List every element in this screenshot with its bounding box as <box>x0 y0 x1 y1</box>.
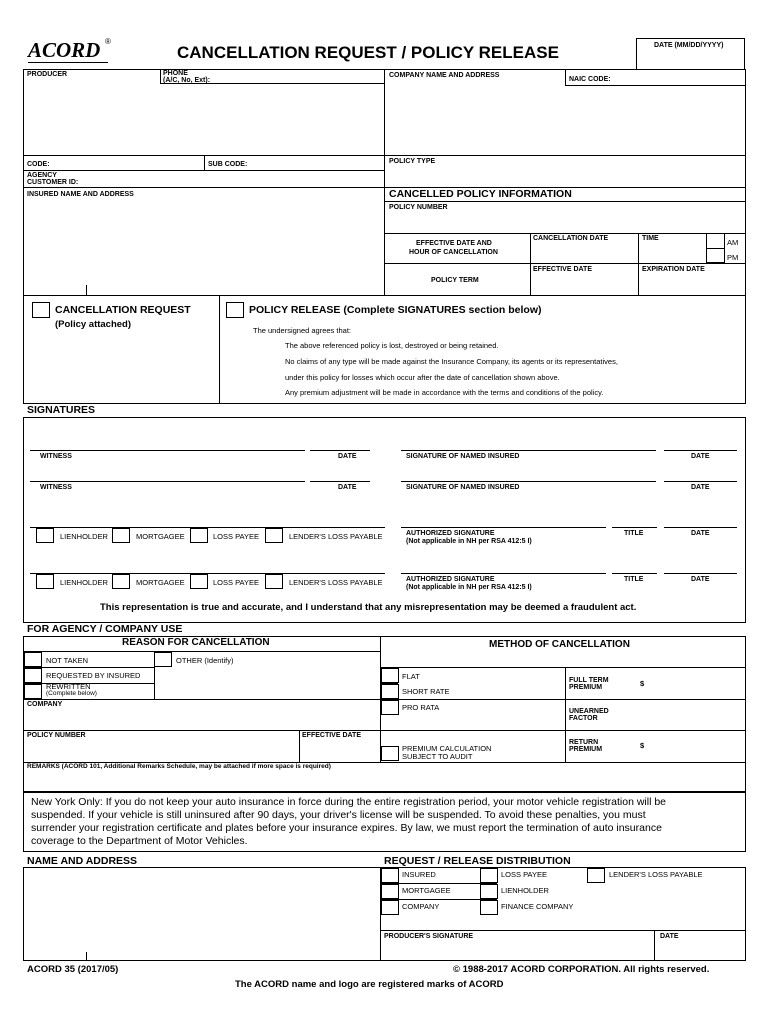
flat-label: FLAT <box>402 672 420 681</box>
phone-label: PHONE <box>163 70 188 77</box>
premium-calc-label-2: SUBJECT TO AUDIT <box>402 752 473 761</box>
new-york-line-4: coverage to the Department of Motor Vehicles. <box>31 835 248 847</box>
lenders-loss-payable-checkbox-1[interactable] <box>265 528 283 543</box>
form-title: CANCELLATION REQUEST / POLICY RELEASE <box>177 43 559 62</box>
company-label: COMPANY NAME AND ADDRESS <box>389 72 500 79</box>
cancellation-request-checkbox[interactable] <box>32 302 50 318</box>
policy-type-label: POLICY TYPE <box>389 158 436 165</box>
premium-calc-checkbox[interactable] <box>381 746 399 761</box>
named-insured-label-2: SIGNATURE OF NAMED INSURED <box>406 484 520 491</box>
title-label-1: TITLE <box>624 530 644 537</box>
insured-label: INSURED <box>402 870 436 879</box>
authorized-signature-sub-2: (Not applicable in NH per RSA 412:5 I) <box>406 584 532 591</box>
other-checkbox[interactable] <box>154 652 172 667</box>
witness-date-label-1: DATE <box>338 453 357 460</box>
company-dist-label: COMPANY <box>402 902 440 911</box>
expiration-date-label: EXPIRATION DATE <box>642 266 705 273</box>
company-dist-checkbox[interactable] <box>381 900 399 915</box>
finance-dist-checkbox[interactable] <box>480 900 498 915</box>
short-rate-checkbox[interactable] <box>381 684 399 699</box>
naic-label: NAIC CODE: <box>569 76 611 83</box>
full-term-dollar: $ <box>640 679 645 688</box>
lienholder-checkbox-2[interactable] <box>36 574 54 589</box>
time-label: TIME <box>642 235 659 242</box>
loss-payee-dist-checkbox[interactable] <box>480 868 498 883</box>
pro-rata-label: PRO RATA <box>402 703 440 712</box>
requested-label: REQUESTED BY INSURED <box>46 671 141 680</box>
lienholder-dist-label: LIENHOLDER <box>501 886 549 895</box>
agree-line-4: Any premium adjustment will be made in accordance with the terms and conditions of the policy. <box>285 388 604 397</box>
mortgagee-label-2: MORTGAGEE <box>136 578 185 587</box>
producer-date-label: DATE <box>660 933 679 940</box>
witness-label-2: WITNESS <box>40 484 72 491</box>
mortgagee-label-1: MORTGAGEE <box>136 532 185 541</box>
registered-mark: ® <box>105 37 111 46</box>
form-id: ACORD 35 (2017/05) <box>27 964 119 975</box>
mortgagee-dist-checkbox[interactable] <box>381 884 399 899</box>
effective-hour-label-2: HOUR OF CANCELLATION <box>409 249 498 256</box>
not-taken-label: NOT TAKEN <box>46 656 89 665</box>
unearned-label-1: UNEARNED <box>569 708 609 715</box>
named-insured-label-1: SIGNATURE OF NAMED INSURED <box>406 453 520 460</box>
authorized-date-label-2: DATE <box>691 576 710 583</box>
loss-payee-checkbox-1[interactable] <box>190 528 208 543</box>
full-term-label-2: PREMIUM <box>569 684 603 691</box>
agree-line-1: The above referenced policy is lost, destroyed or being retained. <box>285 341 499 350</box>
loss-payee-label-1: LOSS PAYEE <box>213 532 259 541</box>
premium-calc-label-1: PREMIUM CALCULATION <box>402 744 492 753</box>
lienholder-checkbox-1[interactable] <box>36 528 54 543</box>
pm-checkbox[interactable] <box>706 249 725 263</box>
agency-use-title: FOR AGENCY / COMPANY USE <box>27 623 183 635</box>
authorized-signature-sub-1: (Not applicable in NH per RSA 412:5 I) <box>406 538 532 545</box>
requested-checkbox[interactable] <box>24 668 42 683</box>
authorized-signature-label-2: AUTHORIZED SIGNATURE <box>406 576 495 583</box>
loss-payee-label-2: LOSS PAYEE <box>213 578 259 587</box>
agree-intro: The undersigned agrees that: <box>253 326 351 335</box>
am-label: AM <box>727 238 739 247</box>
agree-line-2: No claims of any type will be made against the Insurance Company, its agents or its representatives, <box>285 357 618 366</box>
lenders-loss-payable-label-1: LENDER'S LOSS PAYABLE <box>289 532 383 541</box>
short-rate-label: SHORT RATE <box>402 687 450 696</box>
new-york-line-3: surrender your registration certificate and plates before your insurance expires. By law, we must report the termination of auto insurance <box>31 822 662 834</box>
customer-id-label: CUSTOMER ID: <box>27 179 79 186</box>
pm-label: PM <box>727 253 739 262</box>
phone-sub-label: (A/C, No, Ext): <box>163 77 211 84</box>
policy-term-label: POLICY TERM <box>431 277 479 284</box>
policy-release-checkbox[interactable] <box>226 302 244 318</box>
producer-signature-label: PRODUCER'S SIGNATURE <box>384 933 474 940</box>
new-york-line-1: New York Only: If you do not keep your auto insurance in force during the entire registration period, your motor vehicle registration will be <box>31 796 667 808</box>
authorized-signature-label-1: AUTHORIZED SIGNATURE <box>406 530 495 537</box>
agree-line-3: under this policy for losses which occur after the date of cancellation shown above. <box>285 373 560 382</box>
am-checkbox[interactable] <box>706 233 725 249</box>
producer-label: PRODUCER <box>27 71 68 78</box>
registered-marks: The ACORD name and logo are registered marks of ACORD <box>235 979 504 990</box>
loss-payee-dist-label: LOSS PAYEE <box>501 870 547 879</box>
lienholder-dist-checkbox[interactable] <box>480 884 498 899</box>
insured-label: INSURED NAME AND ADDRESS <box>27 191 134 198</box>
lenders-loss-payable-label-2: LENDER'S LOSS PAYABLE <box>289 578 383 587</box>
effective-date-label-2: EFFECTIVE DATE <box>302 732 361 739</box>
full-term-label-1: FULL TERM <box>569 677 609 684</box>
loss-payee-checkbox-2[interactable] <box>190 574 208 589</box>
return-premium-dollar: $ <box>640 741 645 750</box>
signatures-section <box>23 417 746 623</box>
acord-logo: ACORD <box>28 38 101 62</box>
lenders-dist-checkbox[interactable] <box>587 868 605 883</box>
cancelled-policy-title: CANCELLED POLICY INFORMATION <box>389 188 572 200</box>
policy-number-label: POLICY NUMBER <box>389 204 448 211</box>
flat-checkbox[interactable] <box>381 668 399 683</box>
lenders-loss-payable-checkbox-2[interactable] <box>265 574 283 589</box>
rewritten-label: REWRITTEN <box>46 682 91 691</box>
name-address-title: NAME AND ADDRESS <box>27 855 138 867</box>
other-label: OTHER (Identify) <box>176 656 234 665</box>
rewritten-checkbox[interactable] <box>24 684 42 699</box>
policy-release-label: POLICY RELEASE (Complete SIGNATURES section below) <box>249 304 542 316</box>
title-label-2: TITLE <box>624 576 644 583</box>
subcode-label: SUB CODE: <box>208 161 248 168</box>
pro-rata-checkbox[interactable] <box>381 700 399 715</box>
finance-dist-label: FINANCE COMPANY <box>501 902 574 911</box>
reason-title: REASON FOR CANCELLATION <box>122 637 270 648</box>
cancellation-date-label: CANCELLATION DATE <box>533 235 609 242</box>
named-insured-date-label-1: DATE <box>691 453 710 460</box>
company-label: COMPANY <box>27 701 63 708</box>
mortgagee-checkbox-2[interactable] <box>112 574 130 589</box>
witness-label-1: WITNESS <box>40 453 72 460</box>
remarks-label: REMARKS (ACORD 101, Additional Remarks Schedule, may be attached if more space is required) <box>27 763 331 770</box>
cancellation-request-label: CANCELLATION REQUEST <box>55 304 191 316</box>
new-york-line-2: suspended. If your vehicle is still uninsured after 90 days, your driver's license will be suspended. To avoid these penalties, you must <box>31 809 646 821</box>
agency-label: AGENCY <box>27 172 57 179</box>
lienholder-label-1: LIENHOLDER <box>60 532 108 541</box>
insured-checkbox[interactable] <box>381 868 399 883</box>
rewritten-sub-label: (Complete below) <box>46 690 97 697</box>
date-label: DATE (MM/DD/YYYY) <box>654 42 724 49</box>
witness-date-label-2: DATE <box>338 484 357 491</box>
not-taken-checkbox[interactable] <box>24 652 42 667</box>
mortgagee-checkbox-1[interactable] <box>112 528 130 543</box>
code-label: CODE: <box>27 161 50 168</box>
distribution-title: REQUEST / RELEASE DISTRIBUTION <box>384 855 571 867</box>
return-premium-label-2: PREMIUM <box>569 746 603 753</box>
cancellation-request-sub: (Policy attached) <box>55 319 132 330</box>
method-title: METHOD OF CANCELLATION <box>489 639 630 650</box>
mortgagee-dist-label: MORTGAGEE <box>402 886 451 895</box>
copyright: © 1988-2017 ACORD CORPORATION. All rights reserved. <box>453 964 710 975</box>
lenders-dist-label: LENDER'S LOSS PAYABLE <box>609 870 703 879</box>
lienholder-label-2: LIENHOLDER <box>60 578 108 587</box>
effective-date-label: EFFECTIVE DATE <box>533 266 592 273</box>
effective-hour-label-1: EFFECTIVE DATE AND <box>416 240 492 247</box>
named-insured-date-label-2: DATE <box>691 484 710 491</box>
attestation-text: This representation is true and accurate, and I understand that any misrepresentation may be deemed a fraudulent act. <box>100 602 637 613</box>
policy-number-label-2: POLICY NUMBER <box>27 732 86 739</box>
signatures-title: SIGNATURES <box>27 404 96 416</box>
unearned-label-2: FACTOR <box>569 715 598 722</box>
return-premium-label-1: RETURN <box>569 739 599 746</box>
authorized-date-label-1: DATE <box>691 530 710 537</box>
